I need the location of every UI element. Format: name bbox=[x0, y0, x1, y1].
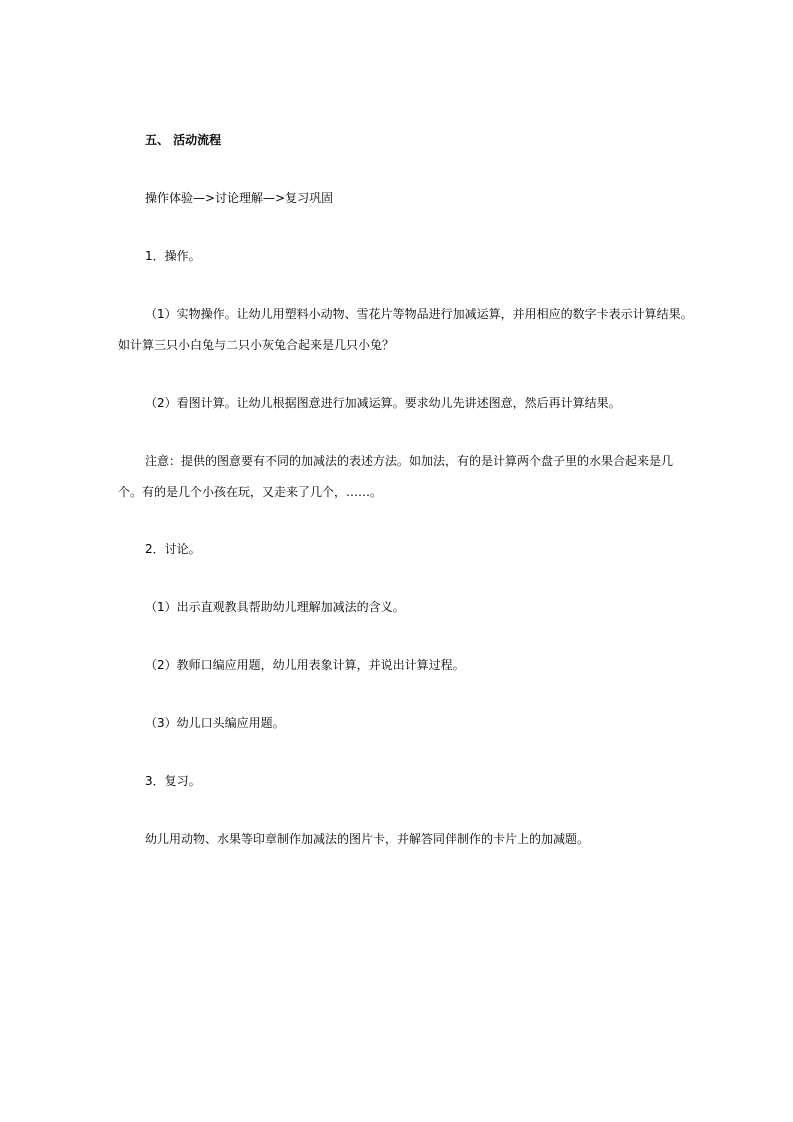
section-1-item-1-line-2: 如计算三只小白兔与二只小灰兔合起来是几只小兔？ bbox=[118, 338, 395, 352]
section-2-item-2: （2）教师口编应用题，幼儿用表象计算，并说出计算过程。 bbox=[145, 658, 465, 672]
section-3-title: 3．复习。 bbox=[145, 774, 201, 788]
section-1-item-1-line-1: （1）实物操作。让幼儿用塑料小动物、雪花片等物品进行加减运算，并用相应的数字卡表示计算结果。 bbox=[145, 307, 693, 321]
section-2-item-1: （1）出示直观教具帮助幼儿理解加减法的含义。 bbox=[145, 600, 405, 614]
section-1-title: 1．操作。 bbox=[145, 249, 201, 263]
section-1-note-line-1: 注意：提供的图意要有不同的加减法的表述方法。如加法，有的是计算两个盘子里的水果合起来是几 bbox=[145, 454, 674, 468]
section-2-item-3: （3）幼儿口头编应用题。 bbox=[145, 716, 285, 730]
section-2-title: 2．讨论。 bbox=[145, 542, 201, 556]
section-3-text: 幼儿用动物、水果等印章制作加减法的图片卡，并解答同伴制作的卡片上的加减题。 bbox=[145, 832, 590, 846]
section-1-note-line-2: 个。有的是几个小孩在玩，又走来了几个，……。 bbox=[118, 485, 383, 499]
flow-summary: 操作体验—>讨论理解—>复习巩固 bbox=[145, 191, 334, 205]
section-heading: 五、 活动流程 bbox=[145, 133, 222, 147]
section-1-item-2: （2）看图计算。让幼儿根据图意进行加减运算。要求幼儿先讲述图意，然后再计算结果。 bbox=[145, 396, 621, 410]
